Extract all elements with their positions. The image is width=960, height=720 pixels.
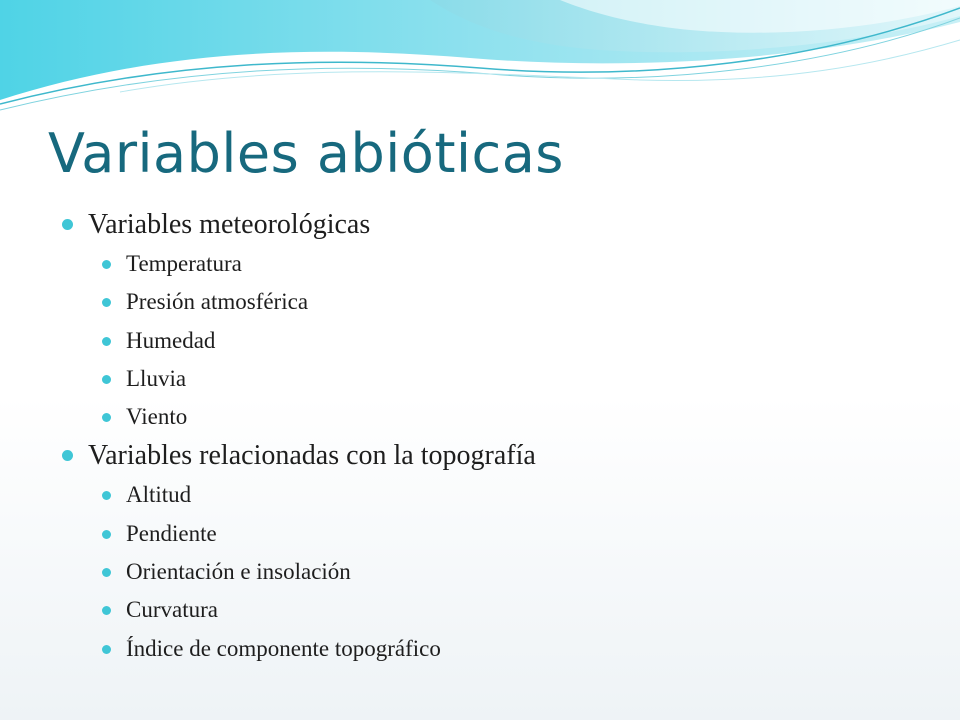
list-item (100, 630, 920, 668)
list-item-text: Temperatura (126, 251, 242, 276)
bullet-level1 (60, 205, 920, 245)
list-item (100, 283, 920, 321)
list-item (100, 591, 920, 629)
bullet-dot-icon (102, 260, 111, 269)
list-item (100, 476, 920, 514)
bullet-dot-icon (102, 568, 111, 577)
bullet-dot-icon (102, 337, 111, 346)
list-item (100, 553, 920, 591)
sub-bullet-list (100, 476, 920, 667)
header-wave-decoration (0, 0, 960, 130)
section-heading: Variables relacionadas con la topografía (88, 440, 536, 472)
bullet-dot-icon (102, 375, 111, 384)
section-topography (60, 436, 920, 667)
list-item-text: Orientación e insolación (126, 559, 351, 585)
slide-title: Variables abióticas (48, 122, 564, 185)
list-item-text: Humedad (126, 327, 216, 353)
list-item (100, 322, 920, 360)
bullet-dot-icon (102, 491, 111, 500)
list-item-text: Pendiente (126, 520, 217, 546)
list-item (100, 515, 920, 553)
bullet-dot-icon (102, 606, 111, 615)
list-item (100, 360, 920, 398)
list-item (100, 245, 920, 283)
bullet-dot-icon (62, 219, 73, 230)
slide-content (60, 205, 920, 668)
list-item-text: Altitud (126, 482, 192, 508)
bullet-level1 (60, 436, 920, 476)
section-heading: Variables meteorológicas (88, 209, 371, 240)
section-meteorological (60, 205, 920, 436)
list-item (100, 398, 920, 436)
sub-bullet-list (100, 245, 920, 436)
bullet-dot-icon (62, 450, 73, 461)
bullet-dot-icon (102, 413, 111, 422)
bullet-dot-icon (102, 645, 111, 654)
bullet-dot-icon (102, 298, 111, 307)
list-item-text: Índice de componente topográfico (126, 635, 441, 661)
list-item-text: Viento (126, 404, 188, 430)
list-item-text: Presión atmosférica (126, 289, 309, 315)
list-item-text: Lluvia (126, 365, 187, 391)
list-item-text: Curvatura (126, 597, 218, 623)
bullet-dot-icon (102, 530, 111, 539)
